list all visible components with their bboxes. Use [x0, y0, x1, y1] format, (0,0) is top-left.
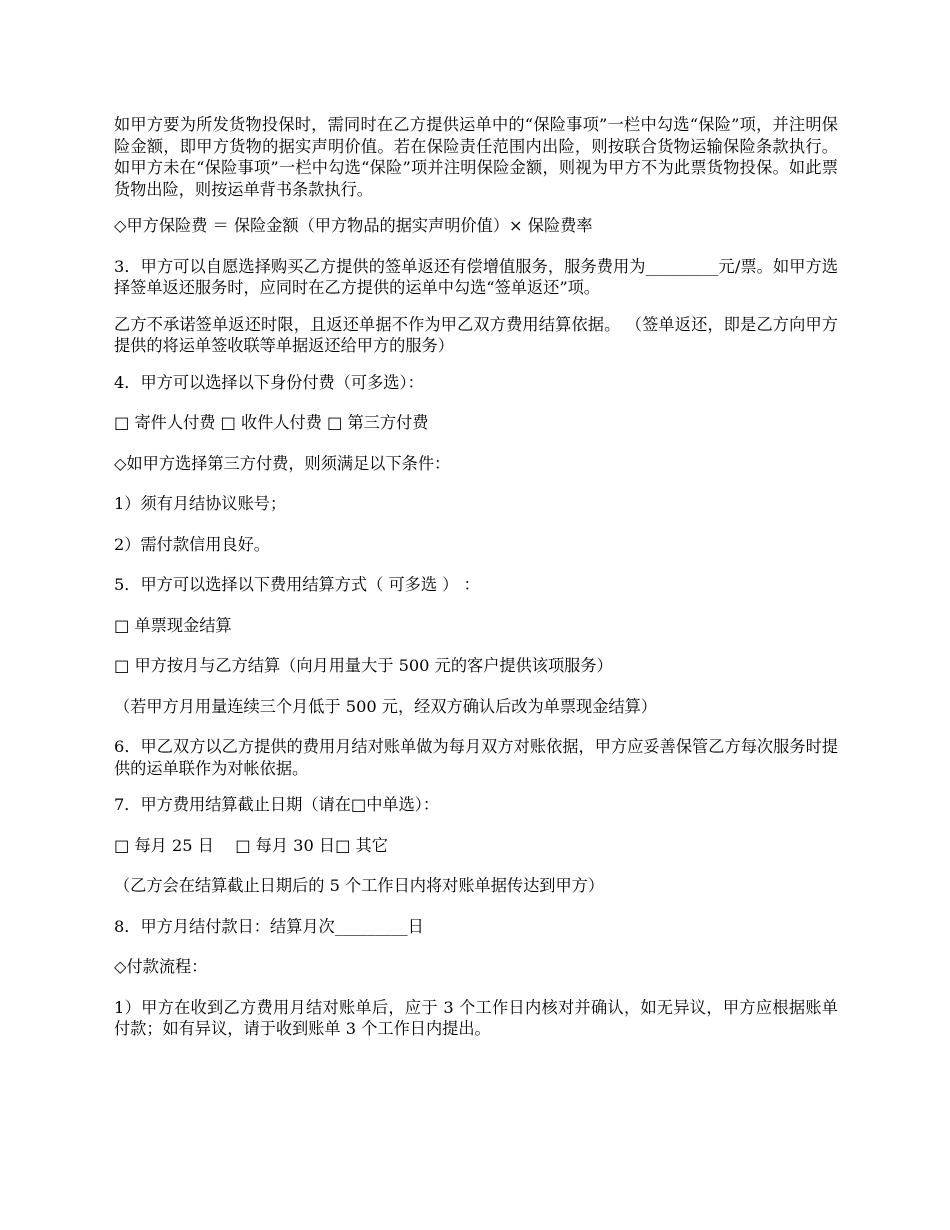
clause-5-settlement-method: 5．甲方可以选择以下费用结算方式（ 可多选 ） ： [114, 575, 480, 594]
condition-1: 1）须有月结协议账号； [114, 494, 287, 513]
monthly-settlement-note: （若甲方月用量连续三个月低于 500 元，经双方确认后改为单票现金结算） [114, 696, 657, 716]
settlement-option-cash: □ 单票现金结算 [114, 615, 232, 635]
clause-7-cutoff-date: 7．甲方费用结算截止日期（请在□中单选）： [114, 795, 440, 814]
clause-3-receipt-return: 3．甲方可以自愿选择购买乙方提供的签单返还有偿增值服务，服务费用为_________元/票。如甲方选择签单返还服务时，应同时在乙方提供的运单中勾选“签单返还”项。 [114, 256, 838, 297]
cutoff-date-options: □ 每月 25 日 □ 每月 30 日□ 其它 [114, 835, 388, 855]
document-body [114, 114, 838, 1055]
payment-process-step-1: 1）甲方在收到乙方费用月结对账单后，应于 3 个工作日内核对并确认，如无异议，甲方应根据账单付款；如有异议，请于收到账单 3 个工作日内提出。 [114, 997, 838, 1038]
statement-delivery-note: （乙方会在结算截止日期后的 5 个工作日内将对账单据传达到甲方） [114, 876, 605, 895]
receipt-return-note: 乙方不承诺签单返还时限，且返还单据不作为甲乙双方费用结算依据。 （签单返还，即是乙方向甲方提供的将运单签收联等单据返还给甲方的服务） [114, 314, 838, 355]
payer-options: □ 寄件人付费 □ 收件人付费 □ 第三方付费 [114, 413, 429, 432]
third-party-conditions-heading: ◇如甲方选择第三方付费，则须满足以下条件： [114, 453, 451, 473]
insurance-fee-formula: ◇甲方保险费 ＝ 保险金额（甲方物品的据实声明价值）× 保险费率 [114, 216, 593, 235]
clause-4-payer-identity: 4．甲方可以选择以下身份付费（可多选）： [114, 372, 424, 392]
clause-6-reconciliation: 6．甲乙双方以乙方提供的费用月结对账单做为每月双方对账依据，甲方应妥善保管乙方每次服务时提供的运单联作为对帐依据。 [114, 737, 838, 778]
payment-process-heading: ◇付款流程： [114, 957, 208, 976]
clause-8-payment-day: 8．甲方月结付款日：结算月次_________日 [114, 916, 424, 936]
insurance-paragraph: 如甲方要为所发货物投保时，需同时在乙方提供运单中的“保险事项”一栏中勾选“保险”项，并注明保险金额，即甲方货物的据实声明价值。若在保险责任范围内出险，则按联合货物运输保险条款执行。如甲方未在“保险事项”一栏中勾选“保险”项并注明保险金额，则视为甲方不为此票货物投保。如此票货物出险，则按运单背书条款执行。 [114, 115, 838, 199]
settlement-option-monthly: □ 甲方按月与乙方结算（向月用量大于 500 元的客户提供该项服务） [114, 656, 613, 675]
condition-2: 2）需付款信用良好。 [114, 534, 270, 554]
